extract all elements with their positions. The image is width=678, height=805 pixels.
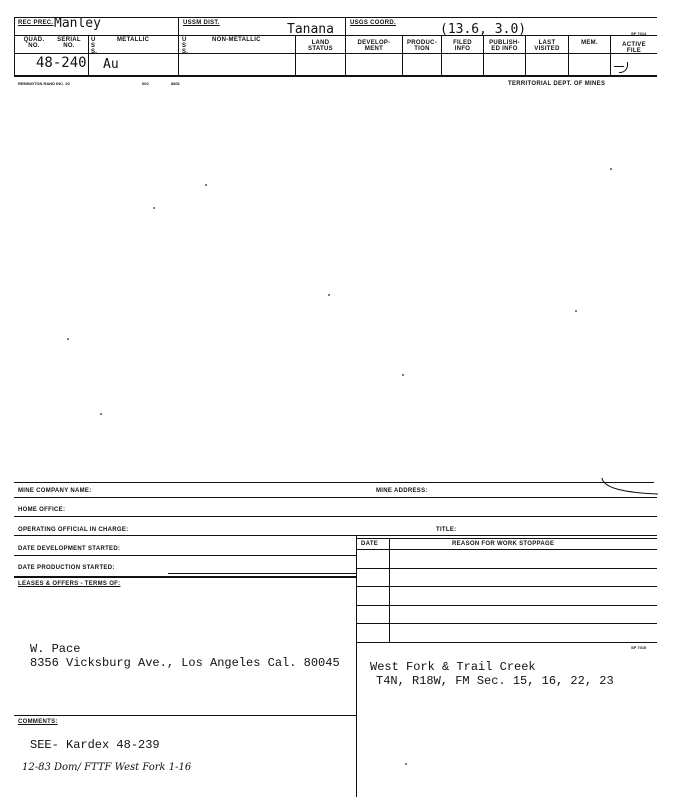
metallic-label: METALLIC <box>117 37 150 43</box>
location-line-1: West Fork & Trail Creek <box>370 660 536 674</box>
usgs-coord-value: (13.6, 3.0) <box>440 22 527 37</box>
non-metallic-label: NON-METALLIC <box>212 37 261 43</box>
comment-handwritten: 12-83 Dom/ FTTF West Fork 1-16 <box>22 762 192 773</box>
form-number-bottom: SP 7015 <box>631 645 647 650</box>
operating-official-label: OPERATING OFFICIAL IN CHARGE: <box>18 527 129 533</box>
development-label: DEVELOP- MENT <box>357 40 391 52</box>
home-office-label: HOME OFFICE: <box>18 507 66 513</box>
mem-label: MEM. <box>581 40 598 46</box>
uss-label-non-metallic: U S S. <box>182 37 189 55</box>
production-label: PRODUC- TION <box>406 40 438 52</box>
form-number-top: SP 7014 <box>631 31 647 36</box>
rec-prec-value: Manley <box>54 16 101 31</box>
comments-label: COMMENTS: <box>18 719 58 725</box>
land-status-label: LAND STATUS <box>308 40 333 52</box>
metallic-value: Au <box>103 57 119 72</box>
date-production-label: DATE PRODUCTION STARTED: <box>18 565 115 571</box>
owner-name: W. Pace <box>30 642 81 656</box>
corner-curve <box>600 472 660 496</box>
owner-address: 8356 Vicksburg Ave., Los Angeles Cal. 80045 <box>30 656 340 670</box>
published-info-label: PUBLISH- ED INFO <box>489 40 520 52</box>
reason-column-label: REASON FOR WORK STOPPAGE <box>452 541 555 547</box>
printer-imprint: REMINGTON RAND INC. 20 <box>18 81 70 86</box>
active-file-label: ACTIVE FILE <box>622 42 646 54</box>
last-visited-label: LAST VISITED <box>534 40 560 52</box>
rec-prec-label: REC PREC. <box>18 20 54 26</box>
quad-serial-value: 48-240 <box>36 55 87 71</box>
ussm-dist-value: Tanana <box>287 22 334 37</box>
uss-label-metallic: U S S. <box>91 37 98 55</box>
mine-company-name-label: MINE COMPANY NAME: <box>18 488 92 494</box>
location-line-2: T4N, R18W, FM Sec. 15, 16, 22, 23 <box>376 674 614 688</box>
tab-mark <box>619 62 628 73</box>
ussm-dist-label: USSM DIST. <box>183 20 220 26</box>
date-development-label: DATE DEVELOPMENT STARTED: <box>18 546 121 552</box>
date-column-label: DATE <box>361 541 379 547</box>
department-label: TERRITORIAL DEPT. OF MINES <box>508 81 606 87</box>
serial-no-label: SERIAL NO. <box>57 37 81 49</box>
filed-info-label: FILED INFO <box>453 40 472 52</box>
comment-kardex: SEE- Kardex 48-239 <box>30 738 160 752</box>
title-label: TITLE: <box>436 527 457 533</box>
quad-no-label: QUAD. NO. <box>23 37 45 49</box>
printer-code-2: 8801 <box>171 81 180 86</box>
mine-address-label: MINE ADDRESS: <box>376 488 428 494</box>
usgs-coord-label: USGS COORD. <box>350 20 396 26</box>
printer-code-1: 002 <box>142 81 149 86</box>
leases-label: LEASES & OFFERS - TERMS OF: <box>18 581 121 587</box>
